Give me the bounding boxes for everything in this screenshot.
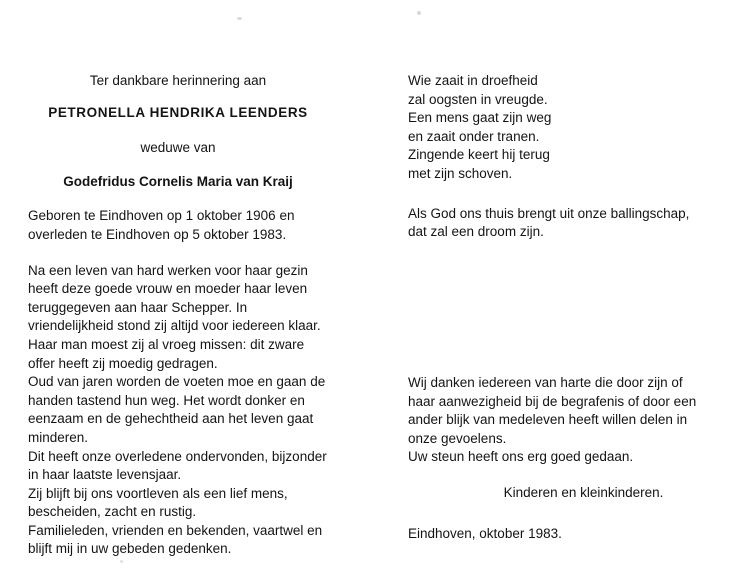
body-paragraph-5: Zij blijft bij ons voortleven als een lief mens, bescheiden, zacht en rustig.	[28, 485, 288, 520]
intro-line: Ter dankbare herinnering aan	[89, 73, 267, 88]
thanks-block	[408, 374, 713, 543]
place-date-line: Eindhoven, oktober 1983.	[408, 525, 562, 541]
body-paragraph-1: Na een leven van hard werken voor haar gezin heeft deze goede vrouw en moeder haar leven teruggegeven aan haar Schepper. In vriendelijkheid stond zij altijd voor iedereen klaar.	[28, 262, 321, 334]
signers-line: Kinderen en kleinkinderen.	[503, 484, 664, 500]
verse-line-3: Een mens gaat zijn weg	[408, 110, 552, 126]
spouse-name: Godefridus Cornelis Maria van Kraij	[63, 173, 293, 189]
left-column	[28, 72, 328, 559]
relation-label: weduwe van	[140, 140, 216, 156]
thanks-second-line: Uw steun heeft ons erg goed gedaan.	[408, 449, 634, 465]
paper-speck-icon	[417, 11, 421, 15]
body-paragraph-3: Oud van jaren worden de voeten moe en gaan de handen tastend hun weg. Het wordt donker en eenzaam en de gehechtheid aan het leven gaat minderen.	[28, 374, 326, 445]
birth-death-dates: Geboren te Eindhoven op 1 oktober 1906 en overleden te Eindhoven op 5 oktober 1983.	[28, 208, 295, 242]
thanks-paragraph: Wij danken iedereen van harte die door zijn of haar aanwezigheid bij de begrafenis of door een ander blijk van medeleven heeft willen delen in onze gevoelens.	[408, 375, 697, 446]
verse-line-4: en zaait onder tranen.	[408, 128, 540, 144]
verse-line-2: zal oogsten in vreugde.	[408, 91, 548, 107]
verse-closing: Als God ons thuis brengt uit onze ballingschap, dat zal een droom zijn.	[408, 205, 690, 240]
verse-line-5: Zingende keert hij terug	[408, 147, 550, 163]
verse-line-1: Wie zaait in droefheid	[408, 73, 538, 88]
paper-speck-icon	[237, 17, 242, 20]
verse-line-6: met zijn schoven.	[408, 165, 513, 181]
deceased-name: PETRONELLA HENDRIKA LEENDERS	[48, 104, 308, 120]
body-paragraph-4: Dit heeft onze overledene ondervonden, bijzonder in haar laatste levensjaar.	[28, 448, 327, 483]
body-paragraph-6: Familieleden, vrienden en bekenden, vaartwel en blijft mij in uw gebeden gedenken.	[28, 522, 323, 557]
right-column	[408, 72, 708, 242]
body-paragraph-2: Haar man moest zij al vroeg missen: dit zware offer heeft zij moedig gedragen.	[28, 336, 305, 371]
paper-speck-icon	[120, 560, 123, 563]
